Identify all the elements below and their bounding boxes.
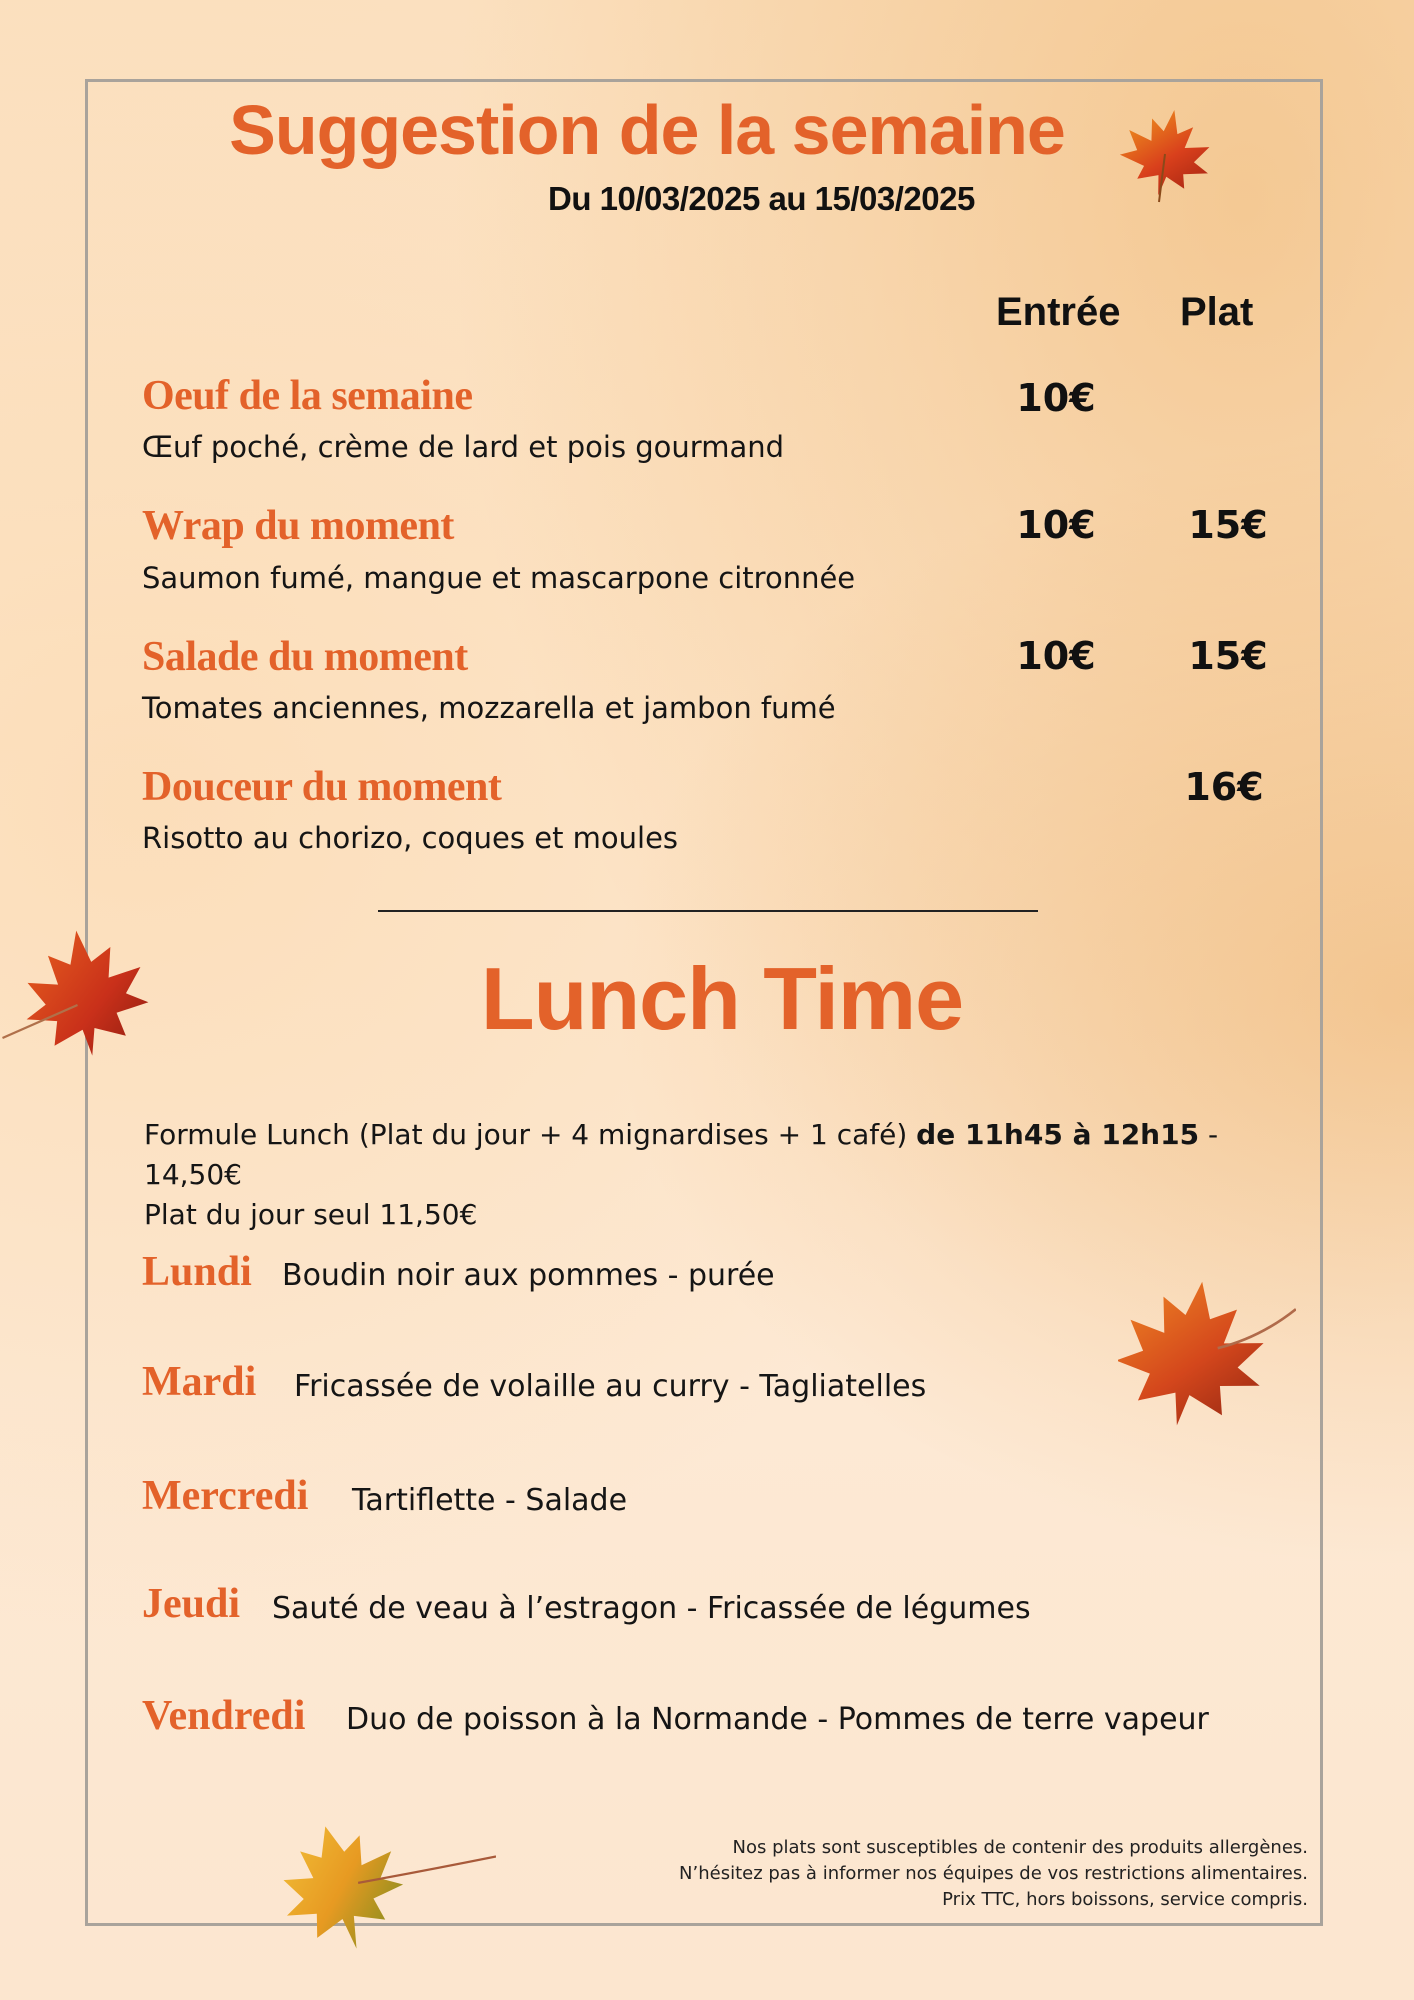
dish-name: Salade du moment [142, 634, 468, 680]
day-meal: Duo de poisson à la Normande - Pommes de terre vapeur [346, 1702, 1209, 1737]
formula-hours: de 11h45 à 12h15 [916, 1118, 1200, 1151]
section-divider [378, 910, 1038, 912]
day-label: Vendredi [142, 1693, 306, 1739]
price-plat: 15€ [1188, 634, 1268, 678]
plat-seul: Plat du jour seul 11,50€ [144, 1198, 478, 1231]
price-entree: 10€ [1016, 503, 1096, 547]
day-meal: Sauté de veau à l’estragon - Fricassée de légumes [272, 1591, 1031, 1626]
footer-line: Prix TTC, hors boissons, service compris. [942, 1889, 1308, 1910]
dish-description: Risotto au chorizo, coques et moules [142, 821, 679, 855]
price-plat: 16€ [1184, 765, 1264, 809]
day-label: Mardi [142, 1359, 257, 1405]
page-title: Suggestion de la semaine [229, 91, 1065, 169]
day-meal: Fricassée de volaille au curry - Tagliatelles [294, 1369, 927, 1404]
dish-description: Tomates anciennes, mozzarella et jambon fumé [142, 691, 836, 725]
formula-text: Formule Lunch (Plat du jour + 4 mignardises + 1 café) [144, 1118, 917, 1151]
price-entree: 10€ [1016, 376, 1096, 420]
dish-name: Oeuf de la semaine [142, 373, 473, 419]
maple-leaf-icon [1110, 104, 1220, 204]
footer-line: Nos plats sont susceptibles de contenir des produits allergènes. [732, 1837, 1308, 1858]
footer-line: N’hésitez pas à informer nos équipes de vos restrictions alimentaires. [679, 1863, 1308, 1884]
day-label: Jeudi [142, 1581, 241, 1627]
date-range: Du 10/03/2025 au 15/03/2025 [548, 180, 975, 217]
dish-name: Wrap du moment [142, 503, 454, 549]
day-meal: Tartiflette - Salade [352, 1483, 628, 1518]
maple-leaf-icon [1118, 1270, 1296, 1430]
maple-leaf-icon [276, 1818, 496, 1958]
column-header-plat: Plat [1180, 290, 1254, 334]
dish-description: Saumon fumé, mangue et mascarpone citronnée [142, 561, 856, 595]
lunch-formula [144, 1115, 1294, 1235]
day-meal: Boudin noir aux pommes - purée [282, 1258, 775, 1293]
footer-note [679, 1835, 1308, 1913]
price-plat: 15€ [1188, 503, 1268, 547]
day-label: Mercredi [142, 1473, 309, 1519]
day-label: Lundi [142, 1249, 252, 1295]
price-entree: 10€ [1016, 634, 1096, 678]
formula-price: - 14,50€ [144, 1118, 1219, 1191]
column-header-entree: Entrée [996, 290, 1121, 334]
lunch-title: Lunch Time [480, 949, 964, 1048]
dish-description: Œuf poché, crème de lard et pois gourmand [142, 430, 785, 464]
dish-name: Douceur du moment [142, 764, 502, 810]
